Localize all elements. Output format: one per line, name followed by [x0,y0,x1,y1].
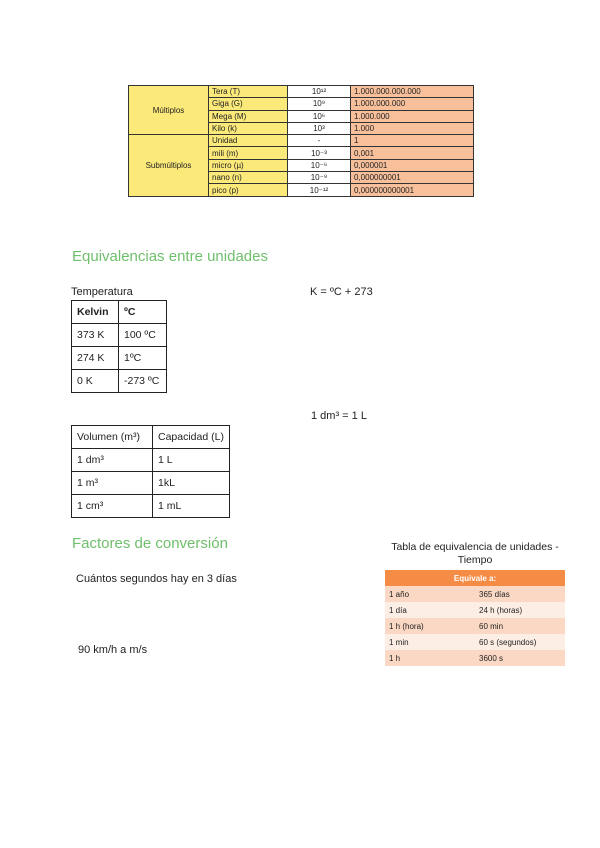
table-cell: 100 ºC [119,324,167,347]
table-row [72,472,230,495]
table-row [385,618,565,634]
prefix-name: Giga (G) [209,98,288,110]
question-kmh-to-ms: 90 km/h a m/s [78,644,148,656]
prefix-name: Tera (T) [209,86,288,98]
table-cell: 1kL [153,472,230,495]
table-cell: 3600 s [475,650,565,666]
prefix-value: 1.000 [351,122,474,134]
multiples-group-label: Múltiplos [129,86,209,135]
kelvin-formula: K = ºC + 273 [310,286,373,298]
prefix-value: 0,000000001 [351,172,474,184]
prefix-value: 1.000.000.000 [351,98,474,110]
table-header-row [72,301,167,324]
table-cell: 1 min [385,634,475,650]
prefix-power: 10⁻³ [288,147,351,159]
unit-value: 1 [351,135,474,147]
time-equivalence-table [385,570,565,666]
prefix-value: 0,000000000001 [351,184,474,196]
prefix-value: 1.000.000.000.000 [351,86,474,98]
table-cell: -273 ºC [119,370,167,393]
prefix-value: 1.000.000 [351,110,474,122]
table-cell: 1 mL [153,495,230,518]
column-header: Capacidad (L) [153,426,230,449]
column-header: Volumen (m³) [72,426,153,449]
table-cell: 1 cm³ [72,495,153,518]
table-cell: 1 h [385,650,475,666]
column-header: Kelvin [72,301,119,324]
table-row [72,324,167,347]
table-row [72,347,167,370]
question-seconds-in-days: Cuántos segundos hay en 3 días [76,573,237,585]
table-header-row [72,426,230,449]
table-cell: 1ºC [119,347,167,370]
table-cell: 60 s (segundos) [475,634,565,650]
unit-name: Unidad [209,135,288,147]
prefix-name: pico (p) [209,184,288,196]
table-cell: 0 K [72,370,119,393]
prefix-power: 10³ [288,122,351,134]
temperature-label: Temperatura [71,286,133,298]
prefix-table [128,85,474,197]
table-cell: 373 K [72,324,119,347]
prefix-value: 0,000001 [351,159,474,171]
column-header: ºC [119,301,167,324]
table-cell: 365 días [475,586,565,602]
prefix-power: 10¹² [288,86,351,98]
table-cell: 274 K [72,347,119,370]
prefix-name: micro (µ) [209,159,288,171]
table-cell: 1 L [153,449,230,472]
prefix-value: 0,001 [351,147,474,159]
prefix-power: 10⁻⁶ [288,159,351,171]
time-table-title: Tabla de equivalencia de unidades - Tiempo [391,541,559,566]
table-cell: 1 dm³ [72,449,153,472]
volume-table [71,425,230,518]
table-cell: 1 h (hora) [385,618,475,634]
table-row [129,135,474,147]
table-cell: 24 h (horas) [475,602,565,618]
prefix-name: Mega (M) [209,110,288,122]
table-row [385,602,565,618]
factores-heading: Factores de conversión [72,535,228,552]
table-row [385,586,565,602]
table-row [72,370,167,393]
table-cell: 1 día [385,602,475,618]
table-row [129,86,474,98]
table-header-row [385,570,565,586]
table-row [385,650,565,666]
unit-power: - [288,135,351,147]
table-row [72,495,230,518]
prefix-name: Kilo (k) [209,122,288,134]
equivalencias-heading: Equivalencias entre unidades [72,248,268,265]
dm-equivalence: 1 dm³ = 1 L [311,410,367,422]
table-cell: 1 m³ [72,472,153,495]
prefix-power: 10⁻⁹ [288,172,351,184]
prefix-name: nano (n) [209,172,288,184]
submultiples-group-label: Submúltiplos [129,135,209,196]
table-row [385,634,565,650]
table-cell: 60 min [475,618,565,634]
column-header: Equivale a: [385,570,565,586]
table-row [72,449,230,472]
table-cell: 1 año [385,586,475,602]
prefix-power: 10⁹ [288,98,351,110]
prefix-power: 10⁻¹² [288,184,351,196]
prefix-power: 10⁶ [288,110,351,122]
temperature-table [71,300,167,393]
prefix-name: mili (m) [209,147,288,159]
